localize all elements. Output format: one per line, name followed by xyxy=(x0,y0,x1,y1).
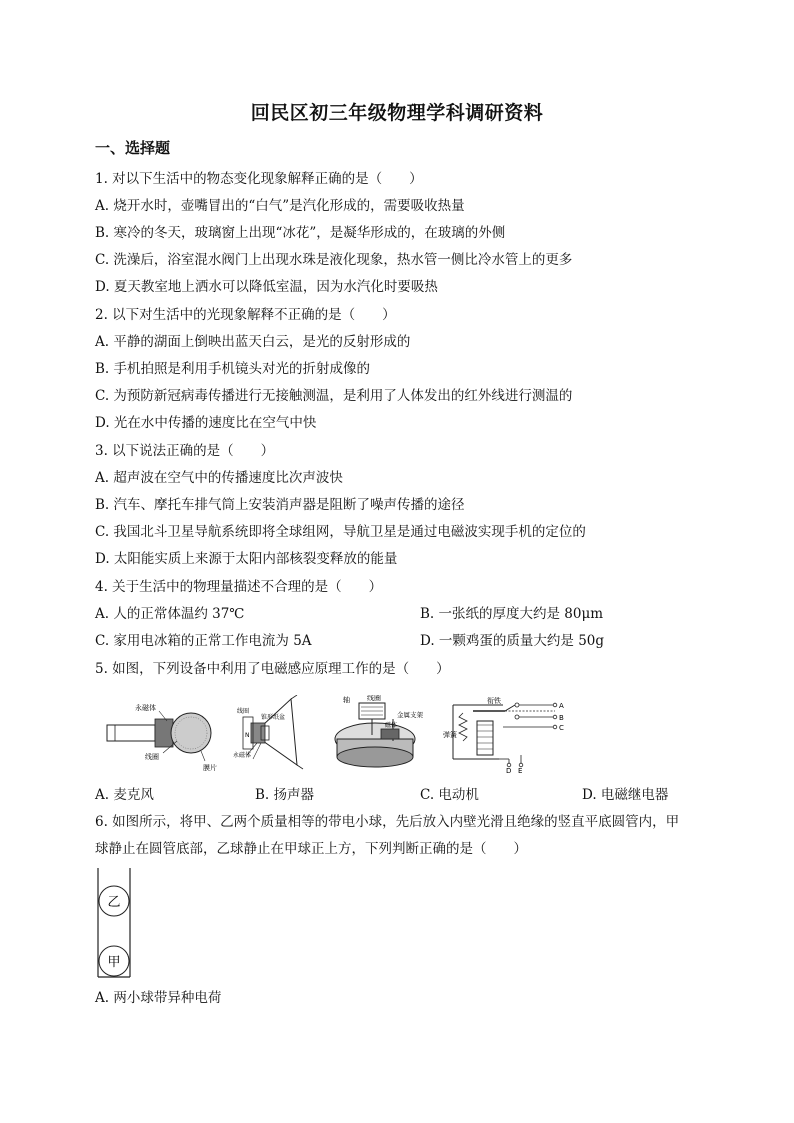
mic-coil-label: 线圈 xyxy=(145,753,159,761)
relay-terminal-c: C xyxy=(559,724,564,732)
motor-axis-label: 轴 xyxy=(343,696,350,704)
relay-terminal-b: B xyxy=(559,714,564,722)
question-2-option-a: A. 平静的湖面上倒映出蓝天白云，是光的反射形成的 xyxy=(95,334,411,350)
question-4-option-b: B. 一张纸的厚度大约是 80μm xyxy=(420,606,604,622)
question-2-stem: 2. 以下对生活中的光现象解释不正确的是（ ） xyxy=(95,307,396,323)
question-3-option-a: A. 超声波在空气中的传播速度比次声波快 xyxy=(95,470,343,486)
question-2-option-c: C. 为预防新冠病毒传播进行无接触测温，是利用了人体发出的红外线进行测温的 xyxy=(95,388,573,404)
mic-magnet-label: 永磁体 xyxy=(135,704,156,712)
relay-terminal-a: A xyxy=(559,702,564,710)
question-3-option-d: D. 太阳能实质上来源于太阳内部核裂变释放的能量 xyxy=(95,551,398,567)
question-1-option-b: B. 寒冷的冬天，玻璃窗上出现“冰花”，是凝华形成的，在玻璃的外侧 xyxy=(95,225,506,241)
question-5-option-c: C. 电动机 xyxy=(420,787,479,803)
relay-terminal-d: D xyxy=(506,767,512,773)
question-6-stem-line-1: 6. 如图所示，将甲、乙两个质量相等的带电小球，先后放入内壁光滑且绝缘的竖直平底圆管内，甲 xyxy=(95,814,680,830)
question-1-stem: 1. 对以下生活中的物态变化现象解释正确的是（ ） xyxy=(95,171,423,187)
microphone-figure xyxy=(105,695,225,773)
speaker-magnet-label: 永磁体 xyxy=(233,752,252,759)
relay-spring-label: 弹簧 xyxy=(443,731,457,739)
question-3-stem: 3. 以下说法正确的是（ ） xyxy=(95,443,275,459)
tube-figure xyxy=(96,868,132,978)
question-5-option-d: D. 电磁继电器 xyxy=(582,787,669,803)
relay-armature-label: 衔铁 xyxy=(487,697,501,705)
question-5-option-a: A. 麦克风 xyxy=(95,787,154,803)
question-5-figures xyxy=(105,695,605,773)
question-1-option-c: C. 洗澡后，浴室混水阀门上出现水珠是液化现象，热水管一侧比冷水管上的更多 xyxy=(95,252,573,268)
question-4-option-c: C. 家用电冰箱的正常工作电流为 5A xyxy=(95,633,312,649)
ball-yi-label: 乙 xyxy=(107,895,121,910)
question-3-option-b: B. 汽车、摩托车排气筒上安装消声器是阻断了噪声传播的途径 xyxy=(95,497,465,513)
section-title: 一、选择题 xyxy=(95,139,171,157)
motor-coil-label: 线圈 xyxy=(367,695,381,702)
question-5-option-b: B. 扬声器 xyxy=(255,787,315,803)
question-4-option-a: A. 人的正常体温约 37℃ xyxy=(95,606,245,622)
motor-figure xyxy=(323,695,438,773)
question-3-option-c: C. 我国北斗卫星导航系统即将全球组网，导航卫星是通过电磁波实现手机的定位的 xyxy=(95,524,586,540)
mic-film-label: 膜片 xyxy=(203,764,217,772)
question-4-stem: 4. 关于生活中的物理量描述不合理的是（ ） xyxy=(95,579,383,595)
ball-jia-label: 甲 xyxy=(107,955,121,970)
speaker-coil-label: 线圈 xyxy=(237,708,250,715)
relay-figure xyxy=(443,695,573,773)
speaker-n-label: N xyxy=(245,732,250,739)
speaker-cone-label: 锥形纸盆 xyxy=(261,714,286,721)
loudspeaker-figure xyxy=(233,695,313,773)
question-1-option-d: D. 夏天教室地上洒水可以降低室温，因为水汽化时要吸热 xyxy=(95,279,438,295)
motor-magnet-label: 磁体 xyxy=(385,722,398,729)
question-4-option-d: D. 一颗鸡蛋的质量大约是 50g xyxy=(420,633,605,649)
question-5-stem: 5. 如图，下列设备中利用了电磁感应原理工作的是（ ） xyxy=(95,661,450,677)
question-6-option-a: A. 两小球带异种电荷 xyxy=(95,990,222,1006)
question-2-option-d: D. 光在水中传播的速度比在空气中快 xyxy=(95,415,317,431)
question-2-option-b: B. 手机拍照是利用手机镜头对光的折射成像的 xyxy=(95,361,371,377)
page-title: 回民区初三年级物理学科调研资料 xyxy=(250,102,544,124)
question-1-option-a: A. 烧开水时，壶嘴冒出的“白气”是汽化形成的，需要吸收热量 xyxy=(95,198,465,214)
relay-terminal-e: E xyxy=(518,767,523,773)
question-6-stem-line-2: 球静止在圆管底部，乙球静止在甲球正上方，下列判断正确的是（ ） xyxy=(95,841,527,857)
motor-bracket-label: 金属支架 xyxy=(397,711,423,719)
